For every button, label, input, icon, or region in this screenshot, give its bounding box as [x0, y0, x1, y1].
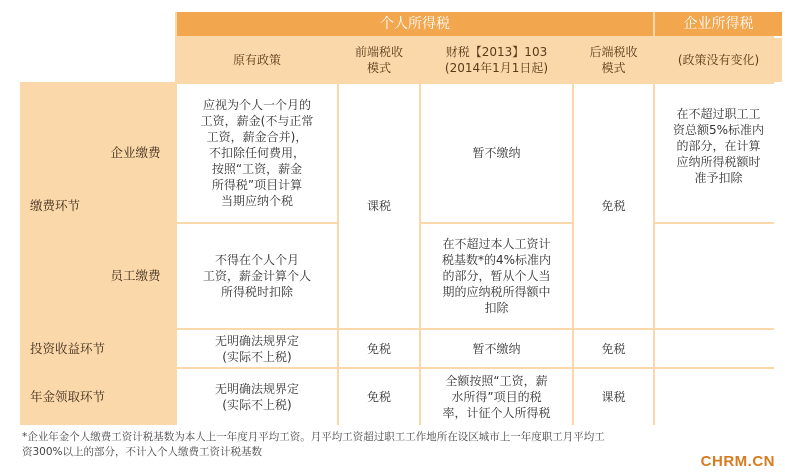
- pension-original-policy-cell: 无明确法规界定 (实际不上税): [177, 369, 337, 425]
- pension-front-end-cell: 免税: [339, 369, 419, 425]
- employee-corporate-tax-cell: [655, 224, 782, 328]
- pension-corporate-tax-cell: [655, 369, 782, 425]
- contribution-back-end-cell: 免税: [574, 84, 653, 328]
- front-end-mode-header: 前端税收 模式: [339, 38, 419, 82]
- enterprise-corporate-tax-cell: 在不超过职工工 资总额5%标准内 的部分，在计算 应纳所得税额时 准予扣除: [655, 84, 782, 222]
- footnote-line-2: 资300%以上的部分，不计入个人缴费工资计税基数: [22, 446, 263, 458]
- watermark-logo: CHRM.CN: [700, 453, 775, 470]
- corner-blank: [20, 12, 175, 82]
- employee-contribution-label: 员工缴费: [96, 224, 175, 328]
- enterprise-caishui-cell: 暂不缴纳: [421, 84, 572, 222]
- employee-original-policy-cell: 不得在个人个月 工资，薪金计算个人 所得税时扣除: [177, 224, 337, 328]
- investment-caishui-cell: 暂不缴纳: [421, 330, 572, 367]
- personal-tax-header: 个人所得税: [177, 12, 653, 36]
- footnote-line-1: *企业年金个人缴费工资计税基数为本人上一年度月平均工资。月平均工资超过职工工作地所在设区城市上一年度职工月平均工: [22, 431, 605, 443]
- original-policy-header: 原有政策: [177, 38, 337, 82]
- contribution-front-end-cell: 课税: [339, 84, 419, 328]
- employee-caishui-cell: 在不超过本人工资计 税基数*的4%标准内 的部分，暂从个人当 期的应纳税所得额中 扣除: [421, 224, 572, 328]
- investment-front-end-cell: 免税: [339, 330, 419, 367]
- pension-caishui-cell: 全额按照“工资，薪 水所得”项目的税 率，计征个人所得税: [421, 369, 572, 425]
- contribution-stage-label: 缴费环节: [20, 84, 94, 328]
- investment-back-end-cell: 免税: [574, 330, 653, 367]
- footnote: [22, 430, 772, 460]
- pension-back-end-cell: 课税: [574, 369, 653, 425]
- enterprise-contribution-label: 企业缴费: [96, 84, 175, 222]
- investment-corporate-tax-cell: [655, 330, 782, 367]
- investment-stage-label: 投资收益环节: [20, 330, 175, 367]
- corporate-note-header: (政策没有变化): [655, 38, 782, 82]
- tax-policy-table: [20, 12, 774, 425]
- caishui-103-header: 财税【2013】103 (2014年1月1日起): [421, 38, 572, 82]
- corporate-tax-header: 企业所得税: [655, 12, 782, 36]
- pension-stage-label: 年金领取环节: [20, 369, 175, 425]
- back-end-mode-header: 后端税收 模式: [574, 38, 653, 82]
- enterprise-original-policy-cell: 应视为个人一个月的 工资，薪金(不与正常 工资，薪金合并)， 不扣除任何费用， 按照“工资，薪金 所得税”项目计算 当期应纳个税: [177, 84, 337, 222]
- investment-original-policy-cell: 无明确法规界定 (实际不上税): [177, 330, 337, 367]
